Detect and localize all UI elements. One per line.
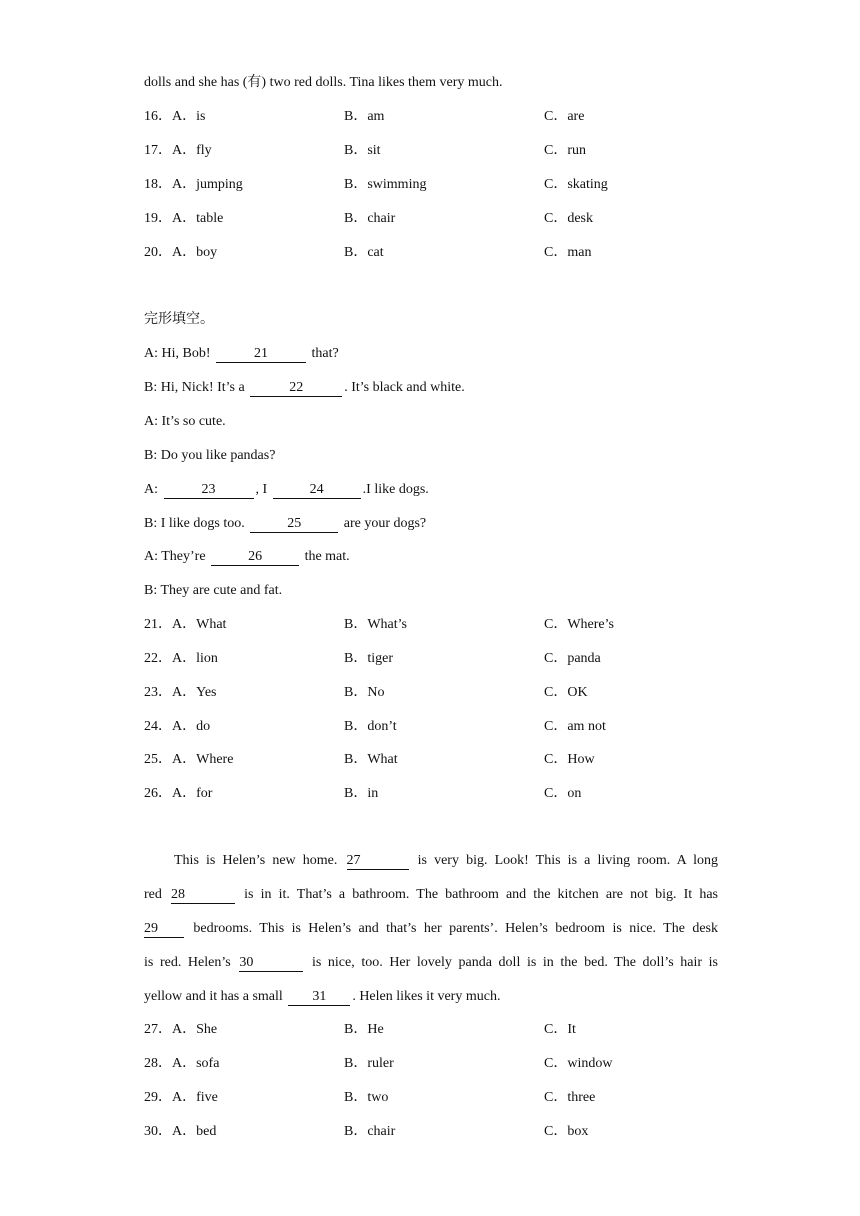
blank-26: 26: [211, 549, 299, 566]
passage-line-2: red 28 is in it. That’s a bathroom. The bathroom and the kitchen are not big. It has: [144, 887, 718, 902]
option-a: 25．A．Where: [144, 752, 234, 767]
option-a: 21．A．What: [144, 617, 227, 632]
blank-23: 23: [164, 482, 254, 499]
question-21: [144, 616, 744, 634]
question-19: [144, 210, 744, 228]
option-c: C．three: [544, 1090, 596, 1105]
option-b: B．in: [344, 786, 379, 801]
blank-29: 29: [144, 921, 184, 938]
option-a: 18．A．jumping: [144, 177, 243, 192]
question-30: [144, 1123, 744, 1141]
option-a: 23．A．Yes: [144, 685, 217, 700]
question-16: [144, 108, 744, 126]
option-b: B．He: [344, 1022, 384, 1037]
option-c: C．It: [544, 1022, 576, 1037]
option-b: B．ruler: [344, 1056, 394, 1071]
option-a: 30．A．bed: [144, 1124, 217, 1139]
option-c: C．panda: [544, 651, 601, 666]
passage-line-1: This is Helen’s new home. 27 is very big. Look! This is a living room. A long: [174, 853, 718, 868]
question-22: [144, 650, 744, 668]
option-b: B．tiger: [344, 651, 393, 666]
option-a: 29．A．five: [144, 1090, 218, 1105]
option-c: C．run: [544, 143, 586, 158]
dialogue-line-5: A: 23 , I 24 .I like dogs.: [144, 482, 429, 497]
option-b: B．am: [344, 109, 385, 124]
question-18: [144, 176, 744, 194]
option-a: 28．A．sofa: [144, 1056, 220, 1071]
option-b: B．No: [344, 685, 385, 700]
blank-24: 24: [273, 482, 361, 499]
option-c: C．skating: [544, 177, 608, 192]
question-27: [144, 1021, 744, 1039]
intro-tail: dolls and she has (有) two red dolls. Tina likes them very much.: [144, 75, 503, 90]
dialogue-line-4: B: Do you like pandas?: [144, 448, 276, 463]
option-a: 16．A．is: [144, 109, 206, 124]
option-c: C．desk: [544, 211, 593, 226]
option-a: 27．A．She: [144, 1022, 218, 1037]
question-25: [144, 751, 744, 769]
blank-30: 30: [239, 955, 303, 972]
option-c: C．box: [544, 1124, 589, 1139]
option-a: 17．A．fly: [144, 143, 212, 158]
option-b: B．swimming: [344, 177, 427, 192]
option-a: 26．A．for: [144, 786, 213, 801]
option-b: B．sit: [344, 143, 381, 158]
option-c: C．am not: [544, 719, 606, 734]
passage-line-4: is red. Helen’s 30 is nice, too. Her lovely panda doll is in the bed. The doll’s hair is: [144, 955, 719, 970]
option-c: C．Where’s: [544, 617, 614, 632]
option-a: 24．A．do: [144, 719, 211, 734]
option-a: 19．A．table: [144, 211, 224, 226]
option-c: C．on: [544, 786, 582, 801]
question-28: [144, 1055, 744, 1073]
passage-line-3: 29 bedrooms. This is Helen’s and that’s her parents’. Helen’s bedroom is nice. The desk: [144, 921, 718, 936]
option-a: 20．A．boy: [144, 245, 218, 260]
passage-line-5: yellow and it has a small 31 . Helen likes it very much.: [144, 989, 501, 1004]
blank-22: 22: [250, 380, 342, 397]
blank-21: 21: [216, 346, 306, 363]
section-title: 完形填空。: [144, 312, 214, 327]
question-17: [144, 142, 744, 160]
option-c: C．window: [544, 1056, 613, 1071]
question-20: [144, 244, 744, 262]
dialogue-line-3: A: It’s so cute.: [144, 414, 226, 429]
option-b: B．What’s: [344, 617, 407, 632]
option-b: B．don’t: [344, 719, 397, 734]
dialogue-line-7: A: They’re 26 the mat.: [144, 549, 350, 564]
blank-28: 28: [171, 887, 235, 904]
dialogue-line-2: B: Hi, Nick! It’s a 22 . It’s black and white.: [144, 380, 465, 395]
blank-31: 31: [288, 989, 350, 1006]
question-26: [144, 785, 744, 803]
option-b: B．What: [344, 752, 398, 767]
question-29: [144, 1089, 744, 1107]
dialogue-line-6: B: I like dogs too. 25 are your dogs?: [144, 516, 427, 531]
option-c: C．man: [544, 245, 592, 260]
blank-27: 27: [347, 853, 409, 870]
option-b: B．two: [344, 1090, 389, 1105]
question-23: [144, 684, 744, 702]
dialogue-line-8: B: They are cute and fat.: [144, 583, 283, 598]
option-b: B．cat: [344, 245, 384, 260]
question-24: [144, 718, 744, 736]
blank-25: 25: [250, 516, 338, 533]
option-a: 22．A．lion: [144, 651, 218, 666]
option-c: C．OK: [544, 685, 588, 700]
dialogue-line-1: A: Hi, Bob! 21 that?: [144, 346, 339, 361]
option-b: B．chair: [344, 211, 396, 226]
option-c: C．are: [544, 109, 585, 124]
option-c: C．How: [544, 752, 595, 767]
option-b: B．chair: [344, 1124, 396, 1139]
